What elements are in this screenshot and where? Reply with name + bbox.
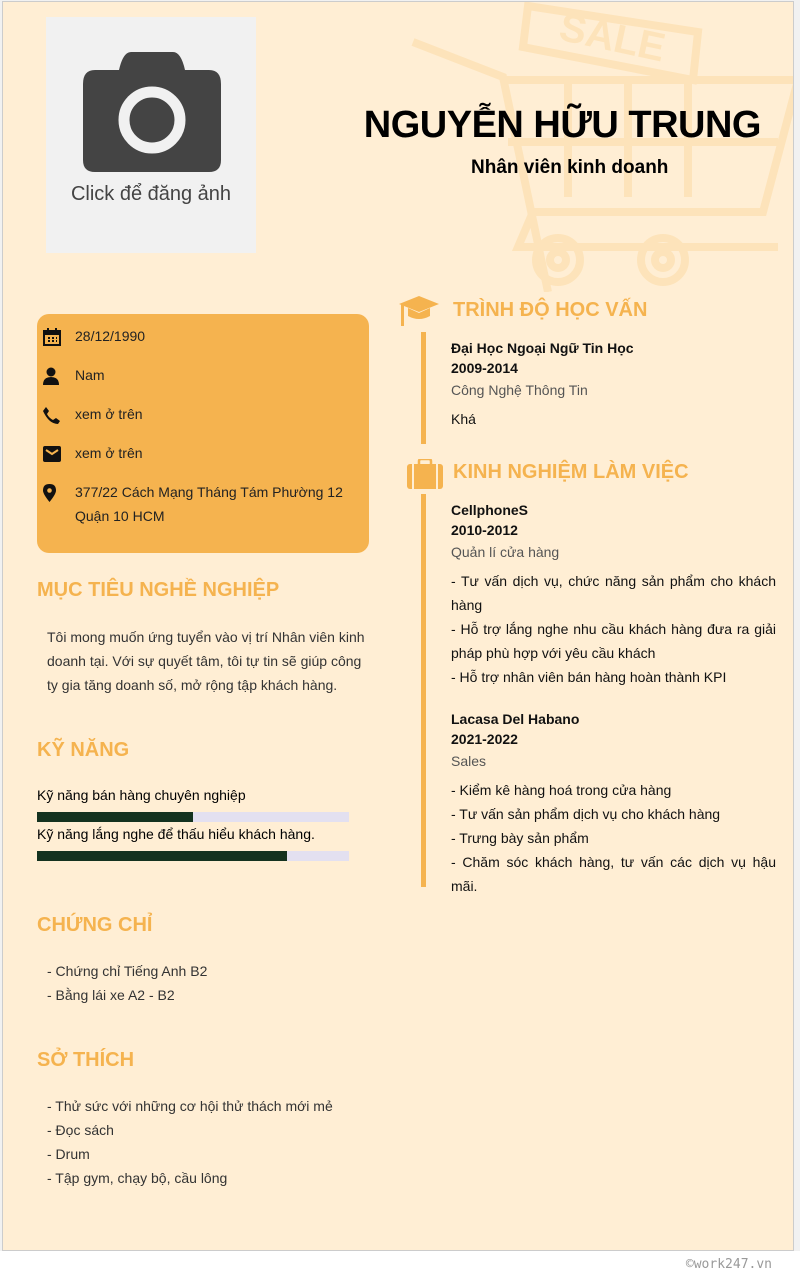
skill-label: Kỹ năng lắng nghe để thấu hiểu khách hàng. <box>37 826 315 842</box>
skills-heading: KỸ NĂNG <box>37 739 130 761</box>
job-years: 2021-2022 <box>451 731 518 747</box>
skill-bar-fill <box>37 812 193 822</box>
certificates-heading: CHỨNG CHỈ <box>37 914 153 936</box>
address-line1: 377/22 Cách Mạng Tháng Tám Phường 12 <box>75 484 343 500</box>
hobby-item: - Thử sức với những cơ hội thử thách mới mẻ <box>47 1098 333 1114</box>
job-duty: - Hỗ trợ nhân viên bán hàng hoàn thành KPI <box>451 669 727 685</box>
education-grade: Khá <box>451 411 476 427</box>
certificate-item: - Chứng chỉ Tiếng Anh B2 <box>47 963 208 979</box>
school-name: Đại Học Ngoại Ngữ Tin Học <box>451 340 634 356</box>
dob-text: 28/12/1990 <box>75 328 146 344</box>
job-entry <box>451 709 776 898</box>
address-text <box>75 480 343 528</box>
contact-phone <box>43 402 143 426</box>
cv-page <box>2 1 794 1251</box>
hobbies-heading: SỞ THÍCH <box>37 1049 135 1071</box>
job-role: Sales <box>451 753 487 769</box>
footer <box>0 1251 800 1281</box>
education-years: 2009-2014 <box>451 360 518 376</box>
job-duty: - Tư vấn dịch vụ, chức năng sản phẩm cho khách hàng <box>451 573 776 613</box>
job-company: CellphoneS <box>451 502 529 518</box>
contact-email <box>43 441 143 465</box>
candidate-position: Nhân viên kinh doanh <box>471 157 669 178</box>
address-line2: Quận 10 HCM <box>75 508 165 524</box>
user-icon <box>43 363 75 387</box>
briefcase-icon <box>407 459 443 489</box>
hobbies-list <box>47 1094 333 1190</box>
photo-upload-label: Click để đăng ảnh <box>70 183 232 205</box>
skill-bar <box>37 812 349 822</box>
certificates-list <box>47 959 207 1007</box>
phone-icon <box>43 402 75 426</box>
certificate-item: - Bằng lái xe A2 - B2 <box>47 987 175 1003</box>
map-marker-icon <box>43 480 75 528</box>
calendar-icon <box>43 324 75 348</box>
skill-bar-fill <box>37 851 287 861</box>
job-duty: - Hỗ trợ lắng nghe nhu cầu khách hàng đưa ra giải pháp phù hợp với yêu cầu khách <box>451 621 776 661</box>
email-text: xem ở trên <box>75 445 143 461</box>
graduation-cap-icon <box>399 294 439 328</box>
contact-dob <box>43 324 145 348</box>
hobby-item: - Drum <box>47 1146 90 1162</box>
contact-gender <box>43 363 105 387</box>
experience-heading: KINH NGHIỆM LÀM VIỆC <box>453 461 689 483</box>
objective-heading: MỤC TIÊU NGHỀ NGHIỆP <box>37 579 280 601</box>
objective-text: Tôi mong muốn ứng tuyển vào vị trí Nhân viên kinh doanh tại. Với sự quyết tâm, tôi tự tin sẽ giúp công ty gia tăng doanh số, mở rộng tập khách hàng. <box>47 629 365 693</box>
skill-label: Kỹ năng bán hàng chuyên nghiệp <box>37 787 246 803</box>
job-company: Lacasa Del Habano <box>451 711 580 727</box>
camera-icon <box>81 52 223 174</box>
phone-text: xem ở trên <box>75 406 143 422</box>
education-major: Công Nghệ Thông Tin <box>451 382 588 398</box>
svg-text:SALE: SALE <box>555 5 670 71</box>
job-duty: - Kiểm kê hàng hoá trong cửa hàng <box>451 782 672 798</box>
job-duty: - Tư vấn sản phẩm dịch vụ cho khách hàng <box>451 806 721 822</box>
watermark: ©work247.vn <box>685 1257 772 1272</box>
photo-upload[interactable] <box>46 17 256 253</box>
job-duty: - Trưng bày sản phẩm <box>451 830 589 846</box>
skill-bar <box>37 851 349 861</box>
gender-text: Nam <box>75 367 105 383</box>
hobby-item: - Đọc sách <box>47 1122 114 1138</box>
education-heading: TRÌNH ĐỘ HỌC VẤN <box>453 299 648 321</box>
job-duty: - Chăm sóc khách hàng, tư vấn các dịch vụ hậu mãi. <box>451 854 776 894</box>
envelope-icon <box>43 441 75 465</box>
contact-box <box>37 314 369 553</box>
job-role: Quản lí cửa hàng <box>451 544 560 560</box>
job-years: 2010-2012 <box>451 522 518 538</box>
experience-timeline <box>421 494 426 887</box>
candidate-name: NGUYỄN HỮU TRUNG <box>363 104 761 146</box>
hobby-item: - Tập gym, chạy bộ, cầu lông <box>47 1170 228 1186</box>
shopping-cart-sale-icon <box>408 2 794 292</box>
job-entry <box>451 500 776 689</box>
contact-address <box>43 480 343 528</box>
education-timeline <box>421 332 426 444</box>
education-entry <box>451 338 776 431</box>
